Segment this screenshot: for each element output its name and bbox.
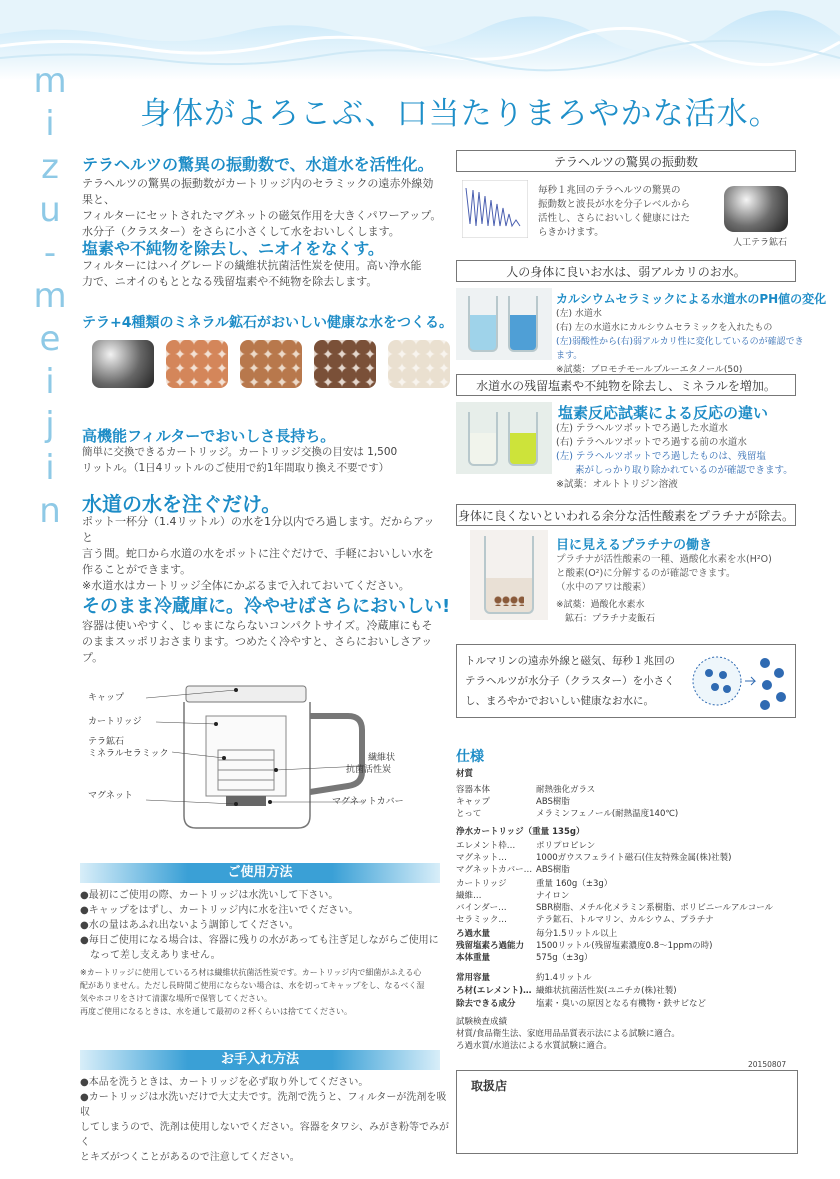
label-cartridge: カートリッジ [88,717,142,727]
mineral-tourmaline [162,340,232,392]
ph-test-image [456,288,552,360]
label-magnet: マグネット [88,791,133,801]
platinum-test-image [470,530,548,620]
spec-rows-filter: カートリッジ 重量 160g（±3g） 繊維… ナイロン バインダー… SBR樹脂、メチル化メラミン系樹脂、ポリビニールアルコール セラミック… テラ鉱石、トルマリン、カルシウム、プラチナ [456,879,774,925]
platinum-action-title: 目に見えるプラチナの働き [556,538,713,553]
alkaline-box-title: 人の身体に良いお水は、弱アルカリのお水。 [456,260,796,282]
spec-material-label: 材質 [456,769,474,779]
platinum-notes: ※試薬：過酸化水素水 鉱石：プラチナ麦飯石 [556,600,656,624]
section-title-terahertz: テラヘルツの驚異の振動数で、水道水を活性化。 [82,155,434,174]
water-splash-header [0,0,840,80]
label-magnet-cover: マグネットカバー [332,797,404,807]
artificial-tera-stone-image [724,186,788,232]
dealer-box [456,1070,798,1154]
vertical-brand-text: m i z u - m e i j i n [33,61,67,531]
ph-change-title: カルシウムセラミックによる水道水のPH値の変化 [556,292,827,306]
cluster-box: トルマリンの遠赤外線と磁気、毎秒１兆回の テラヘルツが水分子（クラスター）を小さく し、まろやかでおいしい健康なお水に。 [456,644,796,718]
spec-rows-capacity: 常用容量 約1.4リットル ろ材(エレメント)… 繊維状抗菌活性炭(ユニチカ(株)社製) 除去できる成分 塩素・臭いの原因となる有機物・鉄サビなど [456,973,707,1009]
care-title: お手入れ方法 [80,1050,440,1070]
label-fiber: 繊維状 [368,753,396,763]
label-tera-stone: テラ鉱石 [88,737,125,747]
section-title-fridge: そのまま冷蔵庫に。冷やせばさらにおいしい! [82,596,451,617]
usage-title: ご使用方法 [80,863,440,883]
usage-list: ●最初にご使用の際、カートリッジは水洗いして下さい。 ●キャップをはずし、カートリッジ内に水を注いでください。 ●水の量はあふれ出ないよう調節してください。 ●毎日ご使用になる場合は、容器に残りの水があっても注ぎ足しながらご使用に なって差し支えありません。 [80,890,439,961]
mineral-tera [88,340,158,392]
mineral-bakuhanseki [236,340,306,392]
spec-title: 仕様 [456,749,484,765]
tourmaline-stone-image [166,340,228,388]
section-title-pour: 水道の水を注ぐだけ。 [82,492,282,516]
spec-cartridge-label: 浄水カートリッジ（重量 135g） [456,827,585,837]
terahertz-box-text: 毎秒１兆回のテラヘルツの驚異の 振動数と波長が水を分子レベルから 活性し、さらにおいしく健康にはた らきかけます。 [538,185,691,238]
section-body-filter: 簡単に交換できるカートリッジ。カートリッジ交換の目安は 1,500 リットル。（1日4リットルのご使用で約1年間取り換え不要です） [82,446,398,474]
label-mineral-ceramic: ミネラルセラミック [88,749,169,759]
calcium-stone-image [388,340,450,388]
chlorine-test-image [456,402,552,474]
print-date: 20150807 [748,1060,787,1069]
spec-rows-performance: ろ過水量 毎分1.5リットル以上 残留塩素ろ過能力 1500リットル(残留塩素濃度0.8〜1ppmの時) 本体重量 575g（±3g） [456,929,713,963]
section-title-minerals: テラ+4種類のミネラル鉱石がおいしい健康な水をつくる。 [82,315,454,331]
section-title-filter: 高機能フィルターでおいしさ長持ち。 [82,427,336,445]
care-list: ●本品を洗うときは、カートリッジを必ず取り外してください。 ●カートリッジは水洗いだけで大丈夫です。洗剤で洗うと、フィルターが洗剤を吸収 してしまうので、洗剤は使用しないでください。容器をタワシ、みがき粉等でみがく とキズがつくことがあるので注意してください。 [80,1077,449,1163]
section-body-terahertz: テラヘルツの驚異の振動数がカートリッジ内のセラミックの遠赤外線効果と、 フィルターにセットされたマグネットの磁気作用を大きくパワーアップ。 水分子（クラスター）をさらに小さくして水をおいしくします。 [82,177,442,238]
chlorine-reaction-title: 塩素反応試薬による反応の違い [558,404,769,422]
label-cap: キャップ [88,693,125,703]
usage-notes: ※カートリッジに使用しているろ材は繊維状抗菌活性炭です。カートリッジ内で細菌がふえる心 配がありません。ただし長時間ご使用にならない場合は、水を切ってキャップをし、なるべく湿 気やホコリをさけて清潔な場所で保管してください。 再度ご使用になるときは、水を通して最初の２杯くらいは捨ててください。 [80,968,425,1016]
mineral-calcium [384,340,454,392]
ph-change-text: (左) 水道水 (右) 左の水道水にカルシウムセラミックを入れたもの (左)弱酸性から(右)弱アルカリ性に変化しているのが確認できます。 ※試薬：ブロモチモールブルーエタノール(50) [556,309,804,375]
spec-rows-cartridge: エレメント枠… ポリプロピレン マグネット… 1000ガウスフェライト磁石(住友特殊金属(株)社製) マグネットカバー… ABS樹脂 [456,841,732,875]
platinum-stone-image [314,340,376,388]
platinum-action-text: プラチナが活性酸素の一種、過酸化水素を水(H²O) と酸素(O²)に分解するのが確認できます。 （水中のアワは酸素） [556,554,772,593]
section-body-pour: ポット一杯分（1.4リットル）の水を1分以内でろ過します。だからアッと 言う間。蛇口から水道の水をポットに注ぐだけで、手軽においしい水を 作ることができます。 ※水道水はカートリッジ全体にかぶるまで入れておいてください。 [82,515,435,592]
tera-stone-image [92,340,154,388]
frequency-graph-image [462,180,528,238]
bakuhanseki-stone-image [240,340,302,388]
water-cluster-illustration [689,651,789,713]
chlorine-reaction-text: (左) テラヘルツポットでろ過した水道水 (右) テラヘルツポットでろ過する前の水道水 (左) テラヘルツポットでろ過したものは、残留塩 素がしっかり取り除かれているのが確認できます。 ※試薬：オルトトリジン溶液 [556,423,793,490]
section-body-fridge: 容器は使いやすく、じゃまにならないコンパクトサイズ。冷蔵庫にもそ のままスッポリおさまります。つめたく冷やすと、さらにおいしさアップ。 [82,619,433,664]
main-headline: 身体がよろこぶ、口当たりまろやかな活水。 [140,96,781,132]
label-activated-carbon: 抗菌活性炭 [346,765,392,775]
section-body-chlorine: フィルターにはハイグレードの繊維状抗菌活性炭を使用。高い浄水能 力で、ニオイのもととなる残留塩素や不純物を除去します。 [82,259,422,288]
spec-rows-body: 容器本体 耐熱強化ガラス キャップ ABS樹脂 とって メラミンフェノール(耐熱温度140℃) [456,785,679,819]
dealer-label: 取扱店 [471,1079,508,1093]
mineral-platinum [310,340,380,392]
section-title-chlorine: 塩素や不純物を除去し、ニオイをなくす。 [82,239,384,258]
artificial-tera-caption: 人工テラ鉱石 [732,238,787,248]
chlorine-box-title: 水道水の残留塩素や不純物を除去し、ミネラルを増加。 [456,374,796,396]
terahertz-box-title: テラヘルツの驚異の振動数 [456,150,796,172]
platinum-box-title: 身体に良くないといわれる余分な活性酸素をプラチナが除去。 [456,504,796,526]
spec-test-results: 試験検査成績 材質/食品衛生法、家庭用品品質表示法による試験に適合。 ろ過水質/水道法による水質試験に適合。 [456,1017,680,1051]
pot-diagram [86,676,446,842]
